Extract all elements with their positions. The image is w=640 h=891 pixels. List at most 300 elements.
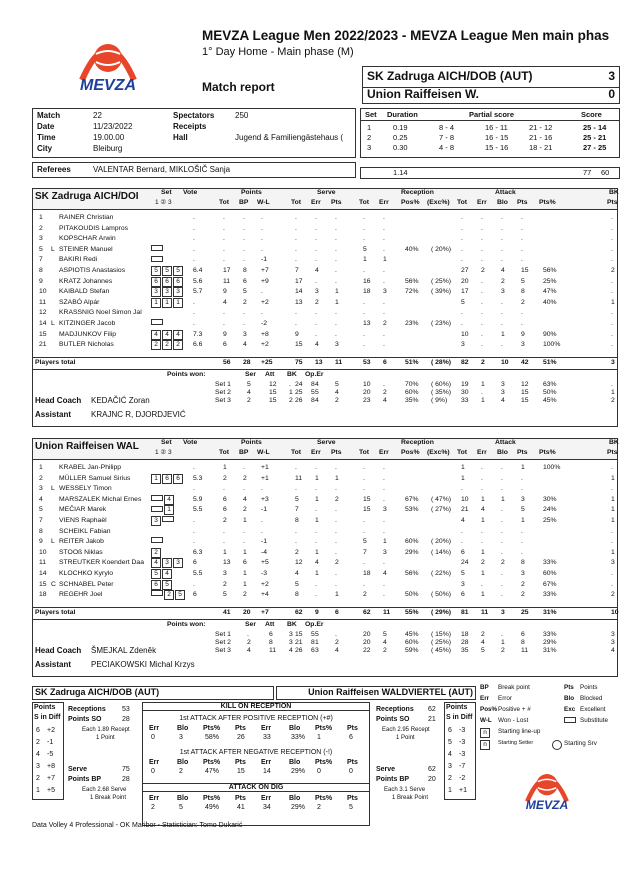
kill-pos-5: 33% [291,734,306,741]
set-2-partial-2: 16 - 15 [485,133,509,142]
stat-st: . [295,485,297,493]
pw-st: 21 [295,638,303,646]
stat-re: . [383,495,385,503]
spectators-value: 250 [235,111,249,120]
substitute-icon [162,516,174,522]
stat-se: 1 [315,495,319,503]
kill-col-2: Pts% [203,759,221,766]
stat-rt: . [363,341,365,349]
stat-at: 4 [461,516,465,524]
stat-sp: . [335,516,337,524]
stat-ae: 1 [481,495,485,503]
stat-rt: 5 [363,538,367,546]
a-receptions-label: Receptions [68,706,106,713]
legend-bp: BP [480,684,489,691]
pw-re: 2 [383,388,387,396]
stat-apc: 67% [543,580,557,588]
pw-rt: 22 [363,646,371,654]
stat-re: . [383,330,385,338]
col-set: Set [161,189,172,196]
stat-se: 1 [315,516,319,524]
stat-re: . [383,277,385,285]
pw-s: Set 1 [215,630,231,638]
stat-ab: . [501,527,503,535]
pw-rp: 45% [405,630,419,638]
stat-bk: . [611,464,613,471]
stat-rx: ( 14%) [431,548,452,556]
set-1-partial-2: 16 - 11 [485,123,508,132]
pw-ser: 5 [247,380,251,388]
stat-rx: ( 50%) [431,591,452,599]
player-row [33,495,617,506]
set-2-partial-3: 21 - 16 [529,133,553,142]
stat-pt: 3 [223,569,227,577]
logo-small-text: MEVZA [525,798,569,813]
stat-ab: 4 [501,266,505,274]
diff-value: -7 [459,763,466,770]
a-each-srv: Each 2.68 Serve [82,787,127,793]
kill-pos-3: 26 [237,734,245,741]
pw-ab: . [501,630,503,638]
position-box: 1 [164,505,174,515]
player-number: 18 [39,591,47,599]
kill-pos-2: 58% [205,734,220,741]
pw-re: 2 [383,646,387,654]
stat-re: . [383,474,385,482]
player-name: REITER Jakob [59,538,104,546]
stat-pt: . [223,224,225,232]
stat-pt: . [223,214,225,221]
stat-v: 5.5 [193,506,203,514]
b-each-rec: Each 2.95 Recept [382,727,430,733]
players-total-row [32,357,618,370]
total-ap: 42 [521,358,529,366]
stat-ap: 5 [521,277,525,285]
pw-ab: 3 [501,380,505,388]
pw-op: 8 [311,380,315,388]
stat-pt: 6 [223,506,227,514]
set-1-partial-1: 8 - 4 [439,123,455,132]
total-bp: 28 [243,358,251,366]
position-box: 3 [151,516,161,526]
summary-section [32,686,618,826]
stat-apc: 90% [543,330,557,338]
player-name: SCHEIKL Fabian [59,527,111,535]
player-set-positions [151,516,175,526]
stat-v: 6.3 [193,548,203,556]
stat-at: . [461,214,463,221]
stat-ae: . [481,341,483,349]
set-1-duration: 0.19 [393,123,408,132]
col-serve: Serve [317,439,336,446]
pw-bk: 1 [289,388,293,396]
stat-rt: . [363,516,365,524]
stat-bp: 1 [243,569,247,577]
head-coach-name: KEDAČIĆ Zoran [91,395,150,405]
diff-set: 4 [36,751,40,758]
total-apc: 31% [543,608,557,616]
stat-v: . [193,516,195,524]
stat-rt: 15 [363,495,371,503]
set-indicator: 1 ② 3 [155,449,172,456]
stat-wl: -1 [261,256,268,264]
stat-bk: 2 [611,266,615,274]
stat-se: . [315,277,317,285]
stat-re: . [383,214,385,221]
stat-pt: . [223,309,225,317]
stat-sp: 3 [335,341,339,349]
stat-pt: 2 [223,474,227,482]
stat-wl: . [261,516,263,524]
player-name: MARSZALEK Michal Ernes [59,495,142,503]
total-rt: 62 [363,608,371,616]
pw-se: 5 [315,388,319,396]
stat-sp: . [335,256,337,264]
b-sindiff-label: S in Diff [446,714,473,721]
stat-ab: . [501,245,503,253]
total-at: 82 [461,358,469,366]
stat-rp: 40% [405,245,419,253]
stat-rt: . [363,580,365,588]
player-number: 1 [39,214,43,221]
stat-rt: . [363,559,365,567]
stat-se: . [315,224,317,232]
player-number: 8 [39,527,43,535]
stat-bp: 1 [243,580,247,588]
position-box: 3 [151,287,161,297]
stat-at: 24 [461,559,469,567]
stat-rt: 5 [363,245,367,253]
stat-sp: 1 [335,591,339,599]
pw-st: 24 [295,380,303,388]
position-box: 2 [173,340,183,350]
stat-bk: . [611,527,613,535]
stat-rt: . [363,235,365,243]
player-row [33,516,617,527]
stat-bp: . [243,309,245,317]
col-sub-8: Pos% [401,199,420,206]
stat-at: 5 [461,298,465,306]
player-role: L [51,485,55,493]
stat-bp: 4 [243,495,247,503]
pw-op: 8 [311,638,315,646]
stat-rt: . [363,224,365,232]
stat-pt: . [223,485,225,493]
kill-neg-2: 47% [205,768,220,775]
stat-rt: 7 [363,548,367,556]
position-box: 6 [151,580,161,590]
legend-bp-text: Break point [498,684,530,691]
substitute-icon [151,506,163,512]
legend-exc-text: Excellent [580,706,606,713]
stat-sp: . [335,538,337,546]
player-row [33,255,617,266]
stat-apc: 60% [543,569,557,577]
report-label: Match report [202,80,275,94]
kill-col-6: Pts% [315,759,333,766]
stat-at: . [461,256,463,264]
position-box: 4 [173,330,183,340]
stat-rt: 2 [363,591,367,599]
stat-v: . [193,245,195,253]
stat-se: 1 [315,474,319,482]
col-sub-1: BP [239,449,249,456]
col-points: Points [241,439,262,446]
stat-apc: 100% [543,341,561,349]
stat-bp: . [243,319,245,327]
player-number: 3 [39,235,43,243]
player-number: 7 [39,256,43,264]
col-sub-0: Tot [219,449,230,456]
player-row [33,330,617,341]
pw-rt: 10 [363,380,371,388]
pw-rx: ( 15%) [431,630,452,638]
sets-header-partial: Partial score [469,110,515,119]
stat-sp: 2 [335,495,339,503]
total-st: 62 [295,608,303,616]
players-total-label: Players total [35,608,76,616]
stat-se: . [315,580,317,588]
stat-st: 4 [295,569,299,577]
kill-pos-0: 0 [151,734,155,741]
pw-header-2: BK [287,370,297,378]
b-pso-label: Points SO [376,716,410,723]
player-row [33,590,617,601]
a-pso-label: Points SO [68,716,102,723]
col-sub-6: Tot [359,199,370,206]
pw-ae: 5 [481,646,485,654]
stat-at: 5 [461,569,465,577]
stat-apc: 100% [543,464,561,471]
player-number: 14 [39,569,47,577]
mevza-logo [62,30,154,100]
assistant-name: KRAJNC R, DJORDJEVIĆ [91,409,186,419]
referees-row [32,162,356,178]
sets-header-set: Set [365,110,377,119]
stat-re: 1 [383,538,387,546]
spectators-label: Spectators [173,111,215,120]
total-ab: 3 [501,608,505,616]
starting-setter-icon: n [480,740,490,750]
total-rp: 55% [405,608,419,616]
stat-bp: . [243,235,245,243]
substitute-icon [151,537,163,543]
stat-bp: 6 [243,559,247,567]
col-attack: Attack [495,189,516,196]
a-serve-label: Serve [68,766,88,773]
match-label: Match [37,111,61,120]
stat-apc: 47% [543,288,557,296]
position-box: 5 [162,580,172,590]
stat-rt: . [363,298,365,306]
position-box: 4 [162,330,172,340]
substitute-icon [151,245,163,251]
pw-op: 8 [311,396,315,404]
pw-re: 4 [383,638,387,646]
pw-att: 8 [269,638,273,646]
b-receptions-label: Receptions [376,706,414,713]
set-1-number: 1 [367,123,372,132]
stat-rp: 29% [405,548,419,556]
col-bk: BK [609,189,619,196]
stat-wl: +1 [261,474,269,482]
stat-rp: 56% [405,277,419,285]
player-row [33,548,617,559]
players-total-label: Players total [35,358,76,366]
stat-pt: . [223,256,225,264]
player-row [33,234,617,245]
stat-at: . [461,245,463,253]
head-coach-name: ŠMEJKAL Zdeněk [91,645,157,655]
legend-err-text: Error [498,695,512,702]
kill-col-7: Pts [347,795,358,802]
set-3-partial-3: 18 - 21 [529,143,553,152]
player-number: 11 [39,298,47,306]
stat-ae: 1 [481,548,485,556]
stat-ab: . [501,341,503,349]
stat-at: 21 [461,506,469,514]
b-serve-label: Serve [376,766,396,773]
pw-att: 15 [269,388,277,396]
total-at: 81 [461,608,469,616]
diff-set: 3 [448,763,452,770]
pw-ap: 12 [521,380,529,388]
stat-re: 4 [383,569,387,577]
total-se: 13 [315,358,323,366]
stat-pt: 1 [223,548,227,556]
diff-set: 5 [448,739,452,746]
player-number: 2 [39,474,43,482]
stat-ap: 1 [521,516,525,524]
stat-ab: . [501,506,503,514]
diff-set: 1 [448,787,452,794]
stat-v: . [193,224,195,232]
stat-bp: . [243,224,245,232]
player-row [33,463,617,474]
player-row [33,580,617,591]
set-3-number: 3 [367,143,372,152]
pw-header-2: BK [287,620,297,628]
player-number: 10 [39,288,47,296]
pw-bk2: 4 [611,646,615,654]
pw-sp: 4 [335,646,339,654]
set-3-partial-2: 15 - 16 [485,143,509,152]
pw-header-1: Att [265,620,275,628]
kill-col-0: Err [149,725,160,732]
b-receptions: 62 [428,706,436,713]
stat-ap: 2 [521,591,525,599]
stat-se: . [315,214,317,221]
col-sub-13: Pts [517,199,528,206]
stat-wl: -1 [261,538,268,546]
stat-sp: . [335,277,337,285]
stat-rp: 53% [405,506,419,514]
stat-st: 7 [295,266,299,274]
pw-bk2: 3 [611,630,615,638]
col-sub-11: Err [477,449,487,456]
stat-re: . [383,298,385,306]
player-set-positions [151,287,184,297]
pw-sp: 5 [335,380,339,388]
position-box: 5 [151,569,161,579]
stat-wl: . [261,235,263,243]
pw-sp: 4 [335,388,339,396]
kill-neg-4: 14 [263,768,271,775]
receipts-label: Receipts [173,122,207,131]
stat-at: 1 [461,474,465,482]
pw-att: 11 [269,646,277,654]
legend-pos: Pos% [480,706,498,713]
stat-pt: . [223,319,225,327]
player-set-positions [151,298,184,308]
pw-ae: 1 [481,396,485,404]
stat-pt: 13 [223,559,231,567]
stat-wl: -1 [261,506,268,514]
stat-ap: 8 [521,559,525,567]
head-coach-label: Head Coach [35,395,82,405]
player-number: 8 [39,266,43,274]
pw-bk: 3 [289,630,293,638]
total-rx: ( 28%) [431,358,452,366]
stat-re: . [383,559,385,567]
pw-apc: 45% [543,396,557,404]
stat-se: 4 [315,341,319,349]
stat-apc: 25% [543,277,557,285]
match-info [32,108,356,158]
pos-title: 1st ATTACK AFTER POSITIVE RECEPTION (+#) [179,715,333,722]
legend [480,684,618,758]
stat-wl: -4 [261,548,268,556]
player-row [33,308,617,319]
col-sub-9: (Exc%) [427,199,450,206]
position-box: 3 [173,558,183,568]
pw-sp: 2 [335,396,339,404]
assistant-name: PECIAKOWSKI Michal Krzys [91,659,195,669]
total-re: 11 [383,608,391,616]
stat-st: 11 [295,474,303,482]
b-points-label: Points [446,704,468,711]
player-number: 3 [39,485,43,493]
stat-bp: . [243,464,245,471]
pw-apc: 63% [543,380,557,388]
stat-ap: . [521,224,523,232]
stat-bk: . [611,288,613,296]
stat-st: . [295,527,297,535]
stat-se: . [315,538,317,546]
diff-set: 6 [448,727,452,734]
player-name: KRASSNIG Noel Simon Jal [59,309,142,317]
assistant-label: Assistant [35,409,72,419]
pw-att: 12 [269,380,277,388]
stats-header [32,188,618,210]
total-bp: 20 [243,608,251,616]
kill-col-3: Pts [235,759,246,766]
stat-ap: . [521,485,523,493]
pw-at: 35 [461,646,469,654]
stat-se: . [315,464,317,471]
stat-at: . [461,309,463,317]
stat-v: . [193,256,195,264]
stat-st: 8 [295,516,299,524]
player-set-positions [151,569,173,579]
stat-rt: . [363,464,365,471]
col-sub-5: Pts [331,199,342,206]
stat-bp: 1 [243,548,247,556]
col-vote: Vote [183,189,198,196]
total-pt: 41 [223,608,231,616]
stat-v: 5.7 [193,288,203,296]
player-number: 15 [39,580,47,588]
